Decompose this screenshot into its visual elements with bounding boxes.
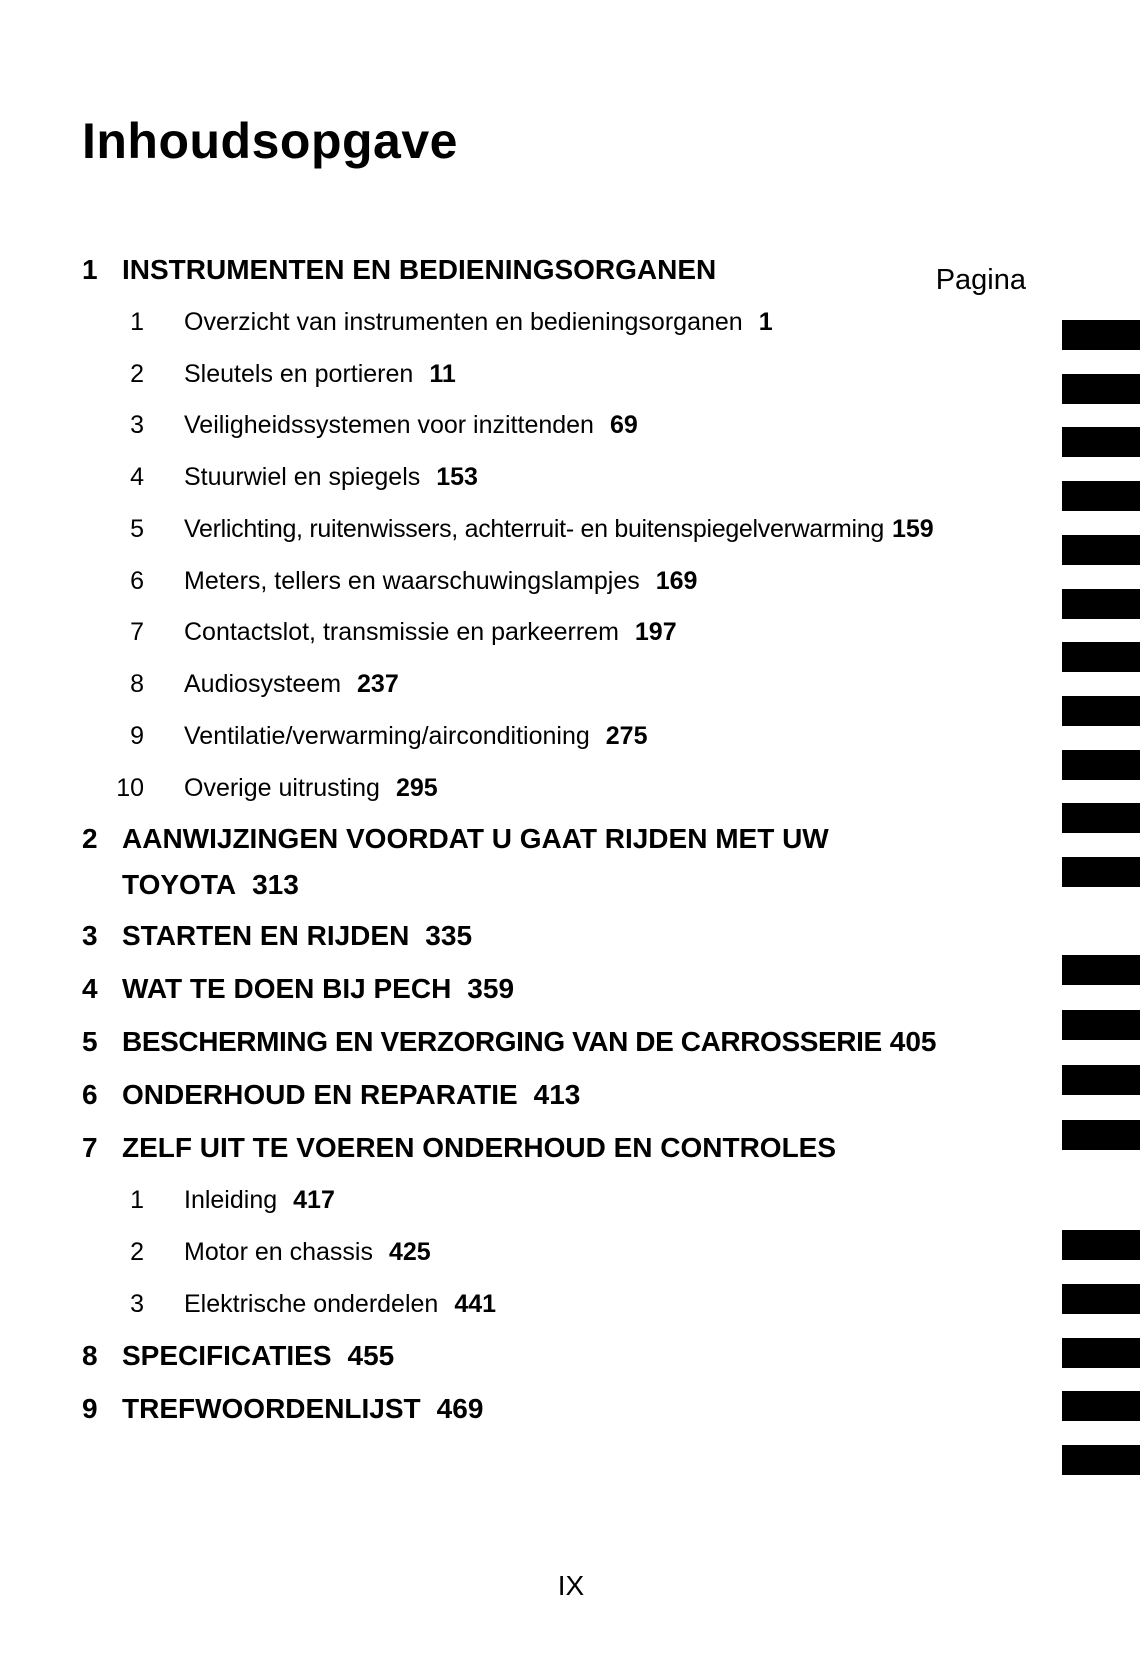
section-title: ZELF UIT TE VOEREN ONDERHOUD EN CONTROLES — [122, 1132, 837, 1163]
section-title: BESCHERMING EN VERZORGING VAN DE CARROSSERIE — [122, 1026, 882, 1057]
entry-title: Audiosysteem — [184, 670, 342, 698]
entry-title: Elektrische onderdelen — [184, 1290, 439, 1318]
entry-title: Contactslot, transmissie en parkeerrem — [184, 618, 619, 646]
entry-title: Veiligheidssystemen voor inzittenden — [184, 411, 594, 439]
section-number: 2 — [82, 823, 98, 854]
section-page-number: 405 — [889, 1026, 937, 1057]
entry-number: 3 — [130, 411, 144, 439]
entry-page-number: 69 — [609, 411, 638, 439]
thumb-tab-1-9 — [1062, 750, 1140, 780]
entry-number: 1 — [130, 308, 144, 336]
entry-title: Stuurwiel en spiegels — [184, 463, 421, 491]
entry-page-number: 295 — [395, 774, 438, 802]
section-page-number: 313 — [252, 869, 299, 900]
pagina-column-label: Pagina — [935, 264, 1026, 296]
entry-title: Sleutels en portieren — [184, 360, 414, 388]
entry-title: Ventilatie/verwarming/airconditioning — [184, 722, 590, 750]
entry-title: Overige uitrusting — [184, 774, 380, 802]
thumb-tab-1-10 — [1062, 803, 1140, 833]
entry-number: 4 — [130, 463, 144, 491]
section-title: SPECIFICATIES — [122, 1340, 332, 1371]
entry-page-number: 11 — [429, 360, 456, 388]
entry-page-number: 153 — [436, 463, 478, 491]
section-number: 4 — [82, 973, 98, 1004]
thumb-tab-5 — [1062, 1065, 1140, 1095]
section-number: 5 — [82, 1026, 98, 1057]
section-page-number: 455 — [347, 1340, 395, 1371]
entry-page-number: 197 — [634, 618, 677, 646]
entry-page-number: 169 — [655, 567, 698, 595]
thumb-tab-1-4 — [1062, 481, 1140, 511]
entry-number: 6 — [130, 567, 144, 595]
thumb-tab-2 — [1062, 857, 1140, 887]
entry-title: Motor en chassis — [184, 1238, 373, 1266]
section-page-number: 413 — [533, 1079, 581, 1110]
entry-number: 2 — [130, 1238, 144, 1266]
entry-title: Inleiding — [184, 1186, 278, 1214]
section-number: 1 — [82, 254, 98, 285]
thumb-tab-7-3 — [1062, 1338, 1140, 1368]
section-page-number: 335 — [425, 920, 473, 951]
thumb-tab-7-2 — [1062, 1284, 1140, 1314]
entry-page-number: 425 — [388, 1238, 431, 1266]
section-title: ONDERHOUD EN REPARATIE — [122, 1079, 518, 1110]
entry-title: Meters, tellers en waarschuwingslampjes — [184, 567, 640, 595]
thumb-tab-1-7 — [1062, 642, 1140, 672]
entry-page-number: 237 — [357, 670, 399, 698]
entry-number: 2 — [130, 360, 144, 388]
section-title-line1: AANWIJZINGEN VOORDAT U GAAT RIJDEN MET UW — [122, 823, 829, 854]
entry-number: 7 — [130, 618, 144, 646]
entry-page-number: 1 — [758, 308, 773, 336]
section-page-number: 469 — [436, 1393, 484, 1424]
thumb-tab-1-6 — [1062, 589, 1140, 619]
entry-page-number: 441 — [454, 1290, 497, 1318]
entry-number: 10 — [116, 774, 144, 802]
thumb-tab-1-8 — [1062, 696, 1140, 726]
section-title-line2: TOYOTA — [122, 869, 237, 900]
section-number: 7 — [82, 1132, 98, 1163]
thumb-tab-4 — [1062, 1010, 1140, 1040]
section-title: TREFWOORDENLIJST — [122, 1393, 421, 1424]
entry-page-number: 159 — [891, 515, 934, 543]
section-page-number: 359 — [467, 973, 515, 1004]
thumb-tab-8 — [1062, 1391, 1140, 1421]
thumb-tab-9 — [1062, 1445, 1140, 1475]
entry-number: 5 — [130, 515, 144, 543]
entry-number: 1 — [130, 1186, 144, 1214]
section-title: STARTEN EN RIJDEN — [122, 920, 410, 951]
section-title: INSTRUMENTEN EN BEDIENINGSORGANEN — [122, 254, 717, 285]
page-title: Inhoudsopgave — [82, 113, 458, 169]
entry-number: 3 — [130, 1290, 144, 1318]
section-title: WAT TE DOEN BIJ PECH — [122, 973, 452, 1004]
section-number: 6 — [82, 1079, 98, 1110]
section-number: 3 — [82, 920, 98, 951]
thumb-tab-6 — [1062, 1120, 1140, 1150]
thumb-tab-1-2 — [1062, 374, 1140, 404]
entry-title: Verlichting, ruitenwissers, achterruit- en buitenspiegelverwarming — [184, 515, 884, 543]
thumb-tab-1-3 — [1062, 427, 1140, 457]
page-number: IX — [557, 1570, 585, 1601]
entry-title: Overzicht van instrumenten en bedieningsorganen — [184, 308, 743, 336]
thumb-tab-1-5 — [1062, 535, 1140, 565]
entry-page-number: 417 — [293, 1186, 335, 1214]
entry-number: 9 — [130, 722, 144, 750]
section-number: 9 — [82, 1393, 98, 1424]
thumb-tab-7-1 — [1062, 1230, 1140, 1260]
thumb-tab-3 — [1062, 955, 1140, 985]
entry-number: 8 — [130, 670, 144, 698]
thumb-tab-1-1 — [1062, 320, 1140, 350]
section-number: 8 — [82, 1340, 98, 1371]
entry-page-number: 275 — [605, 722, 648, 750]
